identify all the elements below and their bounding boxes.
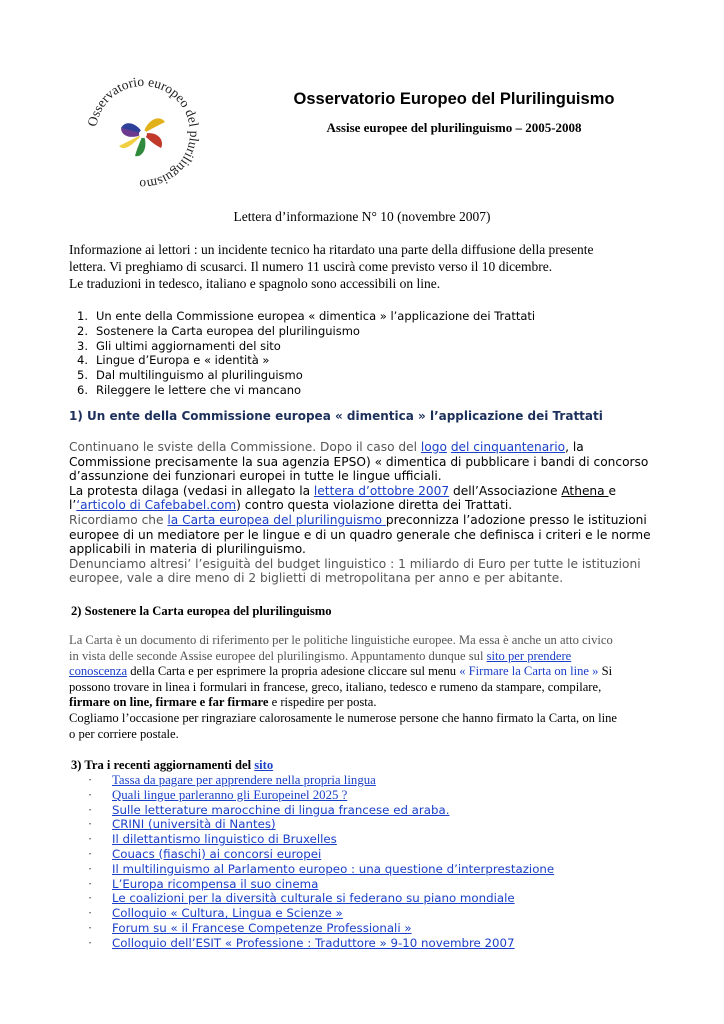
conoscenza-link[interactable]: conoscenza — [69, 664, 128, 679]
update-link[interactable]: Tassa da pagare per apprendere nella propria lingua — [112, 773, 376, 787]
newsletter-number: Lettera d’informazione N° 10 (novembre 2007) — [233, 209, 491, 224]
lettera-ottobre-link[interactable]: lettera d’ottobre 2007 — [313, 483, 450, 498]
organization-title: Osservatorio Europeo del Plurilinguismo — [293, 90, 615, 108]
logo-link[interactable]: logo — [420, 440, 447, 454]
update-link[interactable]: Sulle letterature marocchine di lingua francese ed araba. — [112, 802, 450, 817]
update-link[interactable]: Il dilettantismo linguistico di Bruxelles — [112, 832, 337, 847]
section-2-heading: 2) Sostenere la Carta europea del plurilinguismo — [71, 604, 332, 618]
firmare-carta-link[interactable]: « Firmare la Carta on line » — [459, 664, 599, 679]
organization-subtitle: Assise europee del plurilinguismo – 2005-2008 — [326, 120, 582, 135]
carta-europea-link[interactable]: la Carta europea del plurilinguismo — [167, 512, 386, 527]
list-item: · Couacs (fiaschi) ai concorsi europei — [88, 846, 322, 861]
list-item: · Quali lingue parleranno gli Europeinel 2025 ? — [88, 787, 348, 802]
section-1-heading: 1) Un ente della Commissione europea « dimentica » l’applicazione dei Trattati — [69, 409, 603, 423]
section-3-heading: 3) Tra i recenti aggiornamenti del sito — [71, 758, 274, 772]
readers-notice — [69, 241, 669, 292]
logo-ring-text: Osservatorio europeo del plurilinguismo — [84, 74, 202, 192]
toc-item: 1. Un ente della Commissione europea « dimentica » l’applicazione dei Trattati — [77, 309, 536, 323]
logo-flower-icon — [119, 118, 165, 156]
update-link[interactable]: Colloquio « Cultura, Lingua e Scienze » — [112, 906, 343, 921]
update-link[interactable]: Forum su « il Francese Competenze Professionali » — [112, 920, 412, 935]
list-item: · Sulle letterature marocchine di lingua francese ed araba. — [88, 802, 450, 817]
list-item: · Colloquio « Cultura, Lingua e Scienze » — [88, 906, 343, 921]
osservatorio-logo — [84, 74, 202, 192]
list-item: · Il multilinguismo al Parlamento europeo : una questione d’interprestazione — [88, 861, 555, 876]
notice-line: Le traduzioni in tedesco, italiano e spagnolo sono accessibili on line. — [69, 276, 441, 291]
update-link[interactable]: Le coalizioni per la diversità culturale si federano su piano mondiale — [112, 891, 515, 906]
sito-link[interactable]: sito — [254, 758, 274, 772]
list-item: · Colloquio dell’ESIT « Professione : Traduttore » 9-10 novembre 2007 — [88, 935, 515, 950]
toc-item: 6. Rileggere le lettere che vi mancano — [77, 382, 302, 397]
table-of-contents — [66, 309, 666, 398]
toc-item: 5. Dal multilinguismo al plurilinguismo — [77, 368, 303, 383]
athena-link[interactable]: Athena — [561, 483, 609, 498]
cafebabel-link[interactable]: ‘articolo di Cafebabel.com — [76, 498, 237, 513]
list-item: · L’Europa ricompensa il suo cinema — [88, 876, 319, 891]
list-item: · Il dilettantismo linguistico di Bruxelles — [88, 832, 337, 847]
section-2-body: La Carta è un documento di riferimento per le politiche linguistiche europee. Ma essa è anche un atto civico in vista delle seconde Assise europee del plurilingismo. Appuntamento dunque sul sito per prendere conoscenza della Carta e per esprimere la propria adesione cliccare sul menu « Firmare la Carta on line » Si possono trovare in linea i formulari in francese, greco, italiano, tedesco e rumeno da stampare, compilare, firmare on line, firmare e far firmare e rispedire per posta. Cogliamo l’occasione per ringraziare calorosamente le numerose persone che hanno firmato la Carta, on line o per corriere postale. — [69, 633, 617, 741]
update-link[interactable]: CRINI (università di Nantes) — [112, 817, 276, 832]
list-item: · Tassa da pagare per apprendere nella propria lingua — [88, 773, 376, 787]
notice-line: Informazione ai lettori : un incidente tecnico ha ritardato una parte della diffusione della presente — [69, 242, 594, 257]
update-link[interactable]: L’Europa ricompensa il suo cinema — [112, 876, 319, 891]
notice-line: lettera. Vi preghiamo di scusarci. Il numero 11 uscirà come previsto verso il 10 dicembre. — [69, 259, 553, 274]
sito-conoscenza-link[interactable]: sito per prendere — [486, 648, 572, 663]
update-link[interactable]: Il multilinguismo al Parlamento europeo : una questione d’interprestazione — [112, 861, 555, 876]
toc-item: 4. Lingue d’Europa e « identità » — [77, 353, 270, 368]
list-item: · Forum su « il Francese Competenze Professionali » — [88, 920, 412, 935]
site-updates-list — [88, 773, 554, 951]
section-1-body: Continuano le sviste della Commissione. Dopo il caso del logo del cinquantenario, la Commissione precisamente la sua agenzia EPSO) « dimentica di pubblicare i bandi di concorso d’assunzione dei funzionari europei in tutte le lingue ufficiali. La protesta dilaga (vedasi in allegato la lettera d’ottobre 2007 dell’Associazione Athena e l’‘articolo di Cafebabel.com) contro questa violazione diretta dei Trattati. Ricordiamo che la Carta europea del plurilinguismo preconnizza l’adozione presso le istituzioni europee di un mediatore per le lingue e di un quadro generale che definisca i criteri e le norme applicabili in materia di plurilinguismo. Denunciamo altresi’ l’esiguità del budget linguistico : 1 miliardo di Euro per tutte le istituzioni europee, vale a dire meno di 2 biglietti di metropolitana per anno e per abitante. — [69, 440, 651, 586]
toc-item: 2. Sostenere la Carta europea del plurilinguismo — [77, 323, 360, 338]
list-item: · CRINI (università di Nantes) — [88, 817, 276, 832]
list-item: · Le coalizioni per la diversità culturale si federano su piano mondiale — [88, 891, 515, 906]
update-link[interactable]: Colloquio dell’ESIT « Professione : Traduttore » 9-10 novembre 2007 — [112, 935, 515, 950]
cinquantenario-link[interactable]: del cinquantenario — [450, 440, 566, 454]
update-link[interactable]: Couacs (fiaschi) ai concorsi europei — [112, 846, 322, 861]
update-link[interactable]: Quali lingue parleranno gli Europeinel 2025 ? — [112, 787, 348, 802]
toc-item: 3. Gli ultimi aggiornamenti del sito — [77, 338, 281, 353]
